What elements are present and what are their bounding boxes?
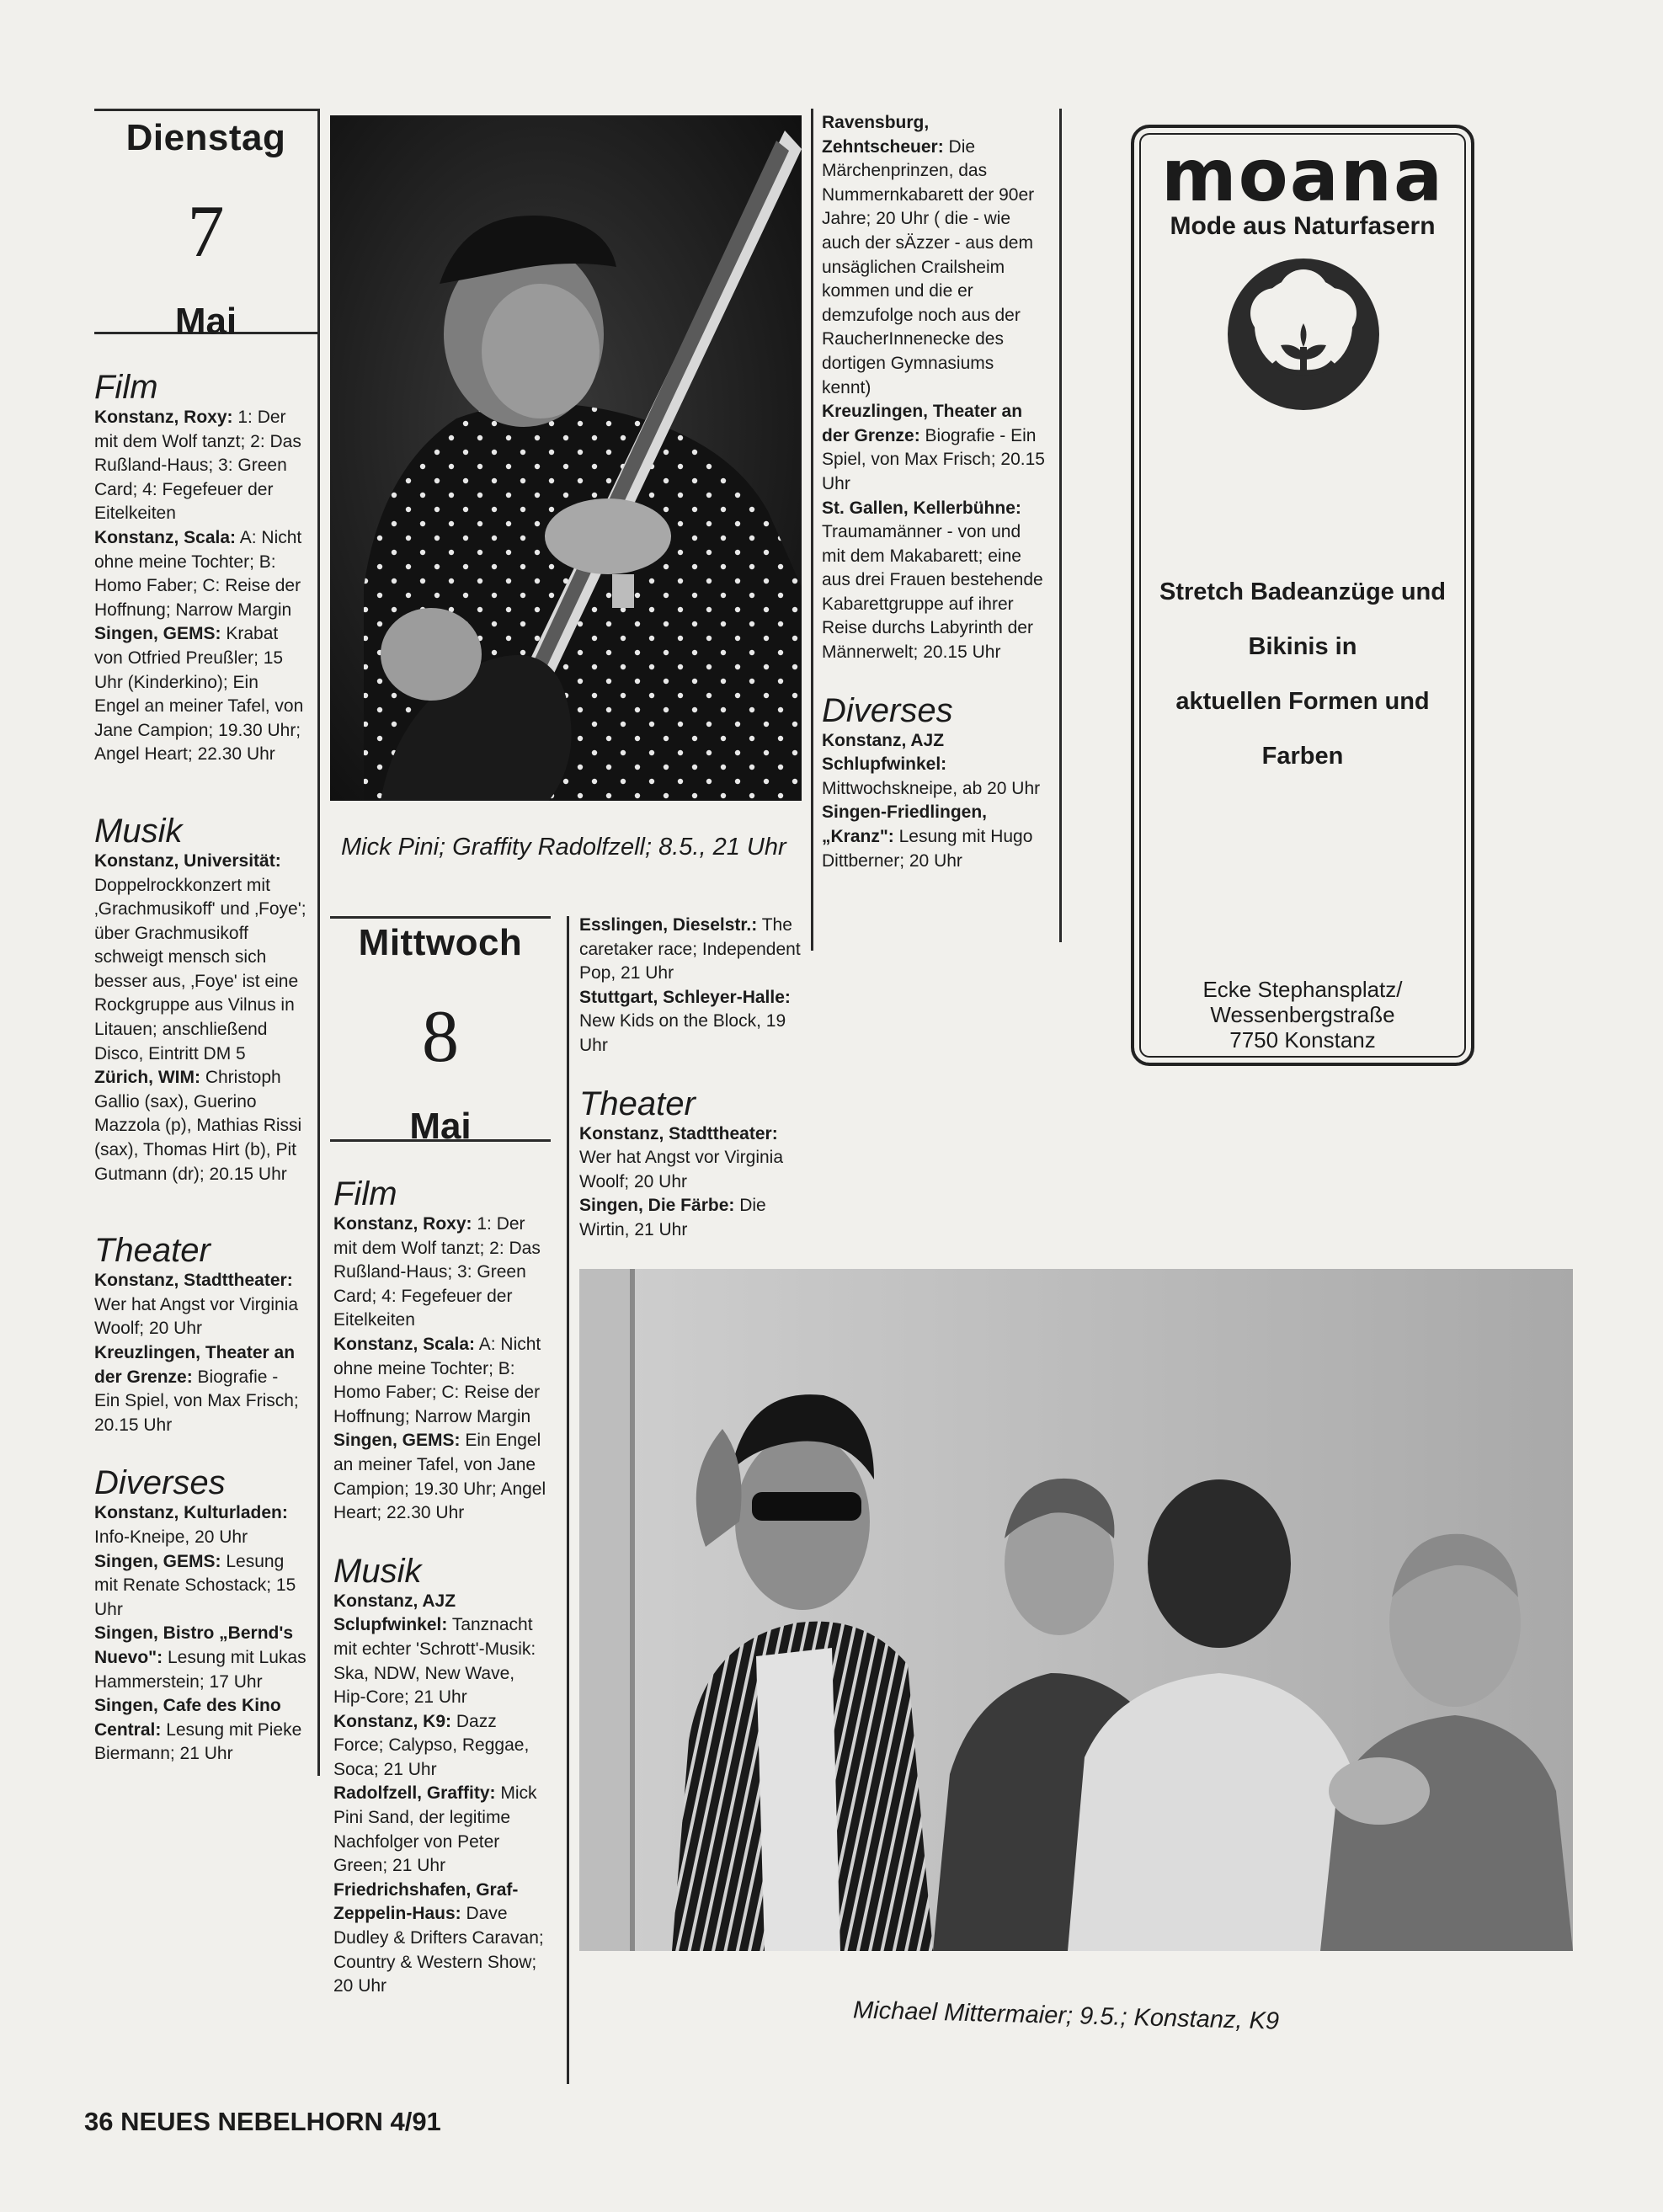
- listing-entry: Ravensburg, Zehntscheuer: Die Märchenprinzen, das Nummernkabarett der 90er Jahre; 20 Uhr ( die - wie auch der sÄzzer - aus dem unsäglichen Crailsheim kommen und die er demzufolge noch aus der RaucherInnenecke des dortigen Gymnasiums kennt): [822, 113, 1035, 397]
- listing-entry: Singen, GEMS: Ein Engel an meiner Tafel, von Jane Campion; 19.30 Uhr; Angel Heart; 22.30 Uhr: [333, 1431, 546, 1523]
- listing-entry: Singen-Friedlingen, „Kranz": Lesung mit Hugo Dittberner; 20 Uhr: [822, 802, 1033, 871]
- tuesday-musik-title: Musik: [94, 812, 183, 850]
- listing-entry: Singen, GEMS: Lesung mit Renate Schostack; 15 Uhr: [94, 1551, 296, 1619]
- listing-entry: Konstanz, Roxy: 1: Der mit dem Wolf tanzt; 2: Das Rußland-Haus; 3: Green Card; 4: Fegefeuer der Eitelkeiten: [333, 1214, 541, 1330]
- guitarist-photo-image: [330, 115, 802, 801]
- listing-entry: Konstanz, Roxy: 1: Der mit dem Wolf tanzt; 2: Das Rußland-Haus; 3: Green Card; 4: Fegefeuer der Eitelkeiten: [94, 408, 301, 524]
- group-photo-image: [579, 1269, 1573, 1951]
- listing-entry: Konstanz, Universität: Doppelrockkonzert mit ‚Grachmusikoff' und ‚Foye'; über Grachmusikoff schweigt mensch sich besser aus, ‚Foye' ist eine Rockgruppe aus Vilnus in Litauen; anschließend Disco, Eintritt DM 5: [94, 850, 306, 1063]
- cotton-logo: [1223, 254, 1383, 414]
- wednesday-musik-title: Musik: [333, 1552, 422, 1590]
- listing-entry: Konstanz, AJZ Sclupfwinkel: Tanznacht mit echter 'Schrott'-Musik: Ska, NDW, New Wave, Hip-Core; 21 Uhr: [333, 1591, 536, 1708]
- wednesday-day-name: Mittwoch: [358, 922, 523, 963]
- ad-line-2: Bikinis in: [1248, 633, 1357, 660]
- wednesday-month: Mai: [409, 1106, 472, 1147]
- wednesday-theater-continued: [822, 111, 1047, 873]
- group-photo: [579, 1269, 1573, 1951]
- wednesday-listings: [333, 1177, 547, 1999]
- tuesday-day-number: 7: [187, 191, 225, 273]
- rule-col1-right: [317, 109, 320, 1776]
- ad-line-3: aktuellen Formen und: [1175, 688, 1430, 715]
- listing-entry: Singen, Bistro „Bernd's Nuevo": Lesung mit Lukas Hammerstein; 17 Uhr: [94, 1623, 306, 1692]
- listing-entry: Esslingen, Dieselstr.: The caretaker race; Independent Pop, 21 Uhr: [579, 915, 801, 983]
- listing-entry: Friedrichshafen, Graf-Zeppelin-Haus: Dave Dudley & Drifters Caravan; Country & Western Show; 20 Uhr: [333, 1879, 544, 1996]
- listing-entry: Kreuzlingen, Theater an der Grenze: Biografie - Ein Spiel, von Max Frisch; 20.15 Uhr: [94, 1343, 299, 1435]
- listing-entry: Singen, Cafe des Kino Central: Lesung mit Pieke Biermann; 21 Uhr: [94, 1696, 302, 1764]
- listing-entry: Konstanz, Scala: A: Nicht ohne meine Tochter; B: Homo Faber; C: Reise der Hoffnung; Narrow Margin: [333, 1334, 541, 1426]
- listing-entry: Konstanz, K9: Dazz Force; Calypso, Reggae, Soca; 21 Uhr: [333, 1711, 530, 1779]
- wednesday-diverses-title: Diverses: [822, 691, 953, 729]
- rule-col3-right: [811, 109, 813, 951]
- tuesday-film-title: Film: [94, 369, 158, 406]
- listing-entry: Konstanz, Stadttheater: Wer hat Angst vor Virginia Woolf; 20 Uhr: [579, 1123, 784, 1191]
- listing-entry: Zürich, WIM: Christoph Gallio (sax), Guerino Mazzola (p), Mathias Rissi (sax), Thomas Hirt (b), Pit Gutmann (dr); 20.15 Uhr: [94, 1068, 302, 1184]
- listing-entry: St. Gallen, Kellerbühne: Traumamänner - von und mit dem Makabarett; eine aus drei Frauen bestehende Kabarettgruppe auf ihrer Reise durchs Labyrinth der Männerwelt; 20.15 Uhr: [822, 498, 1043, 663]
- ad-tagline: Mode aus Naturfasern: [1170, 212, 1436, 240]
- tuesday-month: Mai: [174, 301, 237, 342]
- guitarist-photo-caption: Mick Pini; Graffity Radolfzell; 8.5., 21 Uhr: [341, 834, 786, 861]
- tuesday-day-name: Dienstag: [125, 117, 286, 158]
- wednesday-theater-title: Theater: [579, 1085, 696, 1122]
- rule-col2-right: [567, 916, 569, 2084]
- listing-entry: Singen, Die Färbe: Die Wirtin, 21 Uhr: [579, 1196, 766, 1239]
- rule-col4-right: [1059, 109, 1062, 942]
- ad-line-1: Stretch Badeanzüge und: [1159, 578, 1446, 605]
- ad-line-4: Farben: [1261, 743, 1344, 770]
- listing-entry: Kreuzlingen, Theater an der Grenze: Biografie - Ein Spiel, von Max Frisch; 20.15 Uhr: [822, 402, 1045, 493]
- wednesday-header: [330, 922, 551, 1147]
- tuesday-listings: [94, 370, 306, 1767]
- guitarist-photo: [330, 115, 802, 801]
- cotton-flower-icon: [1223, 254, 1383, 414]
- wednesday-day-number: 8: [422, 996, 459, 1078]
- listing-entry: Konstanz, AJZ Schlupfwinkel: Mittwochskneipe, ab 20 Uhr: [822, 730, 1041, 798]
- listing-entry: Konstanz, Stadttheater: Wer hat Angst vor Virginia Woolf; 20 Uhr: [94, 1271, 299, 1339]
- group-photo-caption: Michael Mittermaier; 9.5.; Konstanz, K9: [852, 1996, 1280, 2035]
- ad-brand-logo: moana: [1161, 134, 1444, 218]
- moana-advertisement: [1131, 125, 1474, 1066]
- ad-address-1: Ecke Stephansplatz/: [1202, 977, 1403, 1002]
- tuesday-theater-title: Theater: [94, 1232, 211, 1270]
- rule-tuesday-top: [94, 109, 317, 111]
- listing-entry: Konstanz, Scala: A: Nicht ohne meine Tochter; B: Homo Faber; C: Reise der Hoffnung; Narrow Margin: [94, 527, 302, 620]
- wednesday-film-title: Film: [333, 1175, 397, 1213]
- ad-address-3: 7750 Konstanz: [1229, 1027, 1376, 1053]
- rule-wednesday-top: [330, 916, 551, 919]
- listing-entry: Radolfzell, Graffity: Mick Pini Sand, der legitime Nachfolger von Peter Green; 21 Uhr: [333, 1783, 537, 1876]
- tuesday-diverses-title: Diverses: [94, 1464, 226, 1502]
- ad-address-2: Wessenbergstraße: [1210, 1002, 1395, 1027]
- wednesday-listings-continued: [579, 914, 802, 1243]
- listing-entry: Konstanz, Kulturladen: Info-Kneipe, 20 Uhr: [94, 1503, 288, 1547]
- listing-entry: Stuttgart, Schleyer-Halle: New Kids on the Block, 19 Uhr: [579, 987, 791, 1055]
- tuesday-header: [94, 117, 317, 342]
- page-footer: 36 NEUES NEBELHORN 4/91: [84, 2107, 441, 2136]
- listing-entry: Singen, GEMS: Krabat von Otfried Preußler; 15 Uhr (Kinderkino); Ein Engel an meiner Tafel, von Jane Campion; 19.30 Uhr; Angel Heart; 22.30 Uhr: [94, 624, 304, 765]
